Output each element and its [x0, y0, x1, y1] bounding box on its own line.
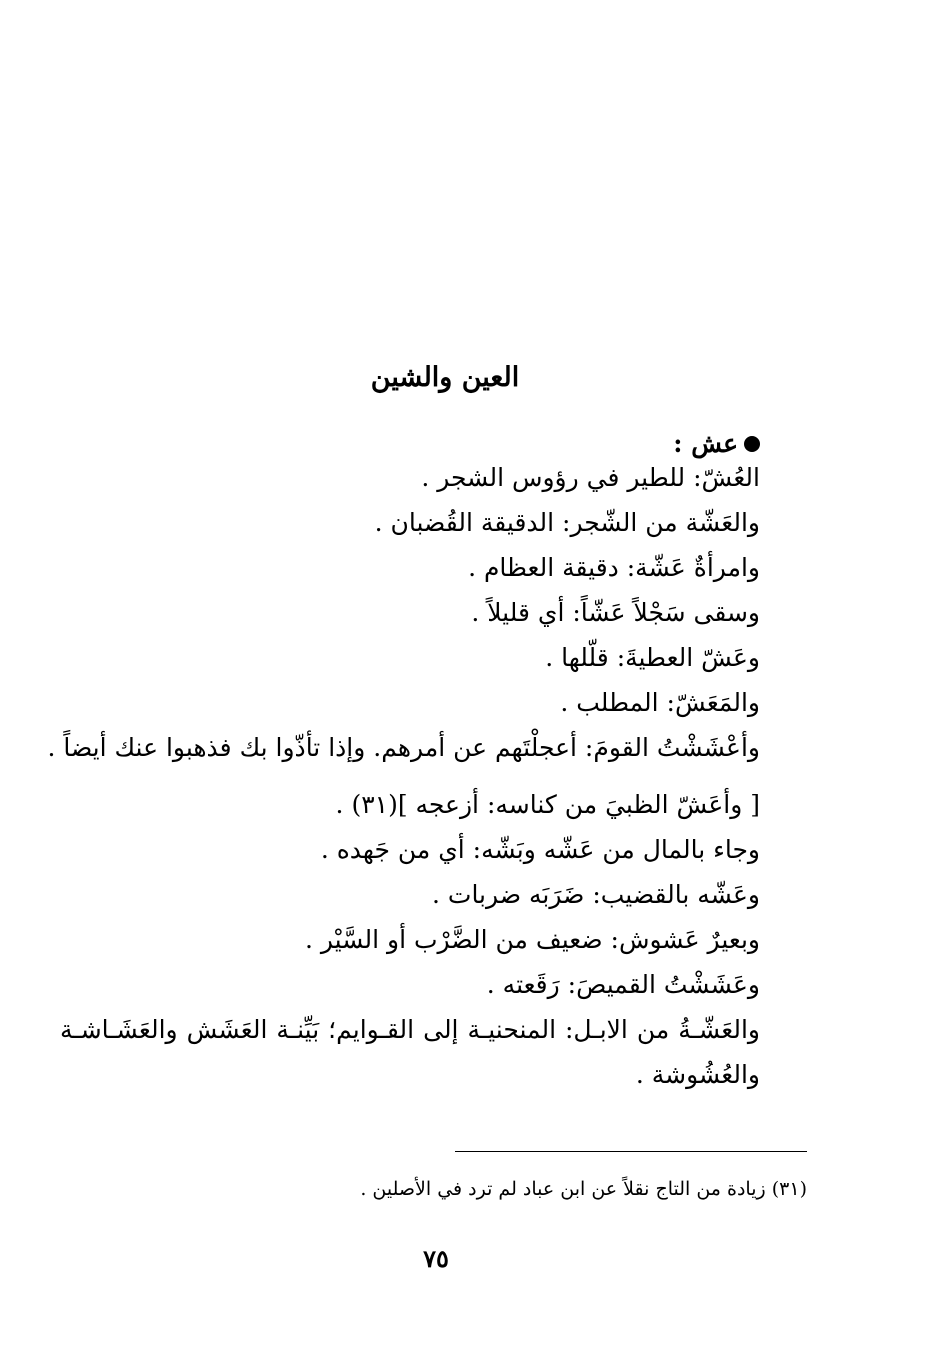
footnote-divider — [455, 1151, 807, 1152]
entry-heading — [60, 425, 760, 463]
text-line: والمَعَشّ: المطلب . — [560, 688, 760, 717]
chapter-title: العين والشين — [370, 362, 520, 393]
text-line: وأعْشَشْتُ القومَ: أعجلْتَهم عن أمرهم. وإذا تأذّوا بك فذهبوا عنك أيضاً . — [47, 733, 760, 762]
bullet-icon — [744, 436, 760, 452]
footnote: (٣١) زيادة من التاج نقلاً عن ابن عباد لم ترد في الأصلين . — [360, 1178, 807, 1200]
text-line: والعُشُوشة . — [635, 1060, 760, 1089]
text-line: وامرأةٌ عَشّة: دقيقة العظام . — [468, 553, 760, 582]
text-line: والعَشّة من الشّجر: الدقيقة القُضبان . — [374, 508, 760, 537]
text-line: والعَشّـةُ من الابـل: المنحنيـة إلى القـوايم؛ بَيِّنـة العَشَش والعَشَـاشـة — [60, 1015, 760, 1044]
text-line: وعَشَشْتُ القميصَ: رَقَعته . — [486, 970, 760, 999]
text-line: وجاء بالمال من عَشّه وبَشّه: أي من جَهده . — [320, 835, 760, 864]
text-line: وعَشّه بالقضيب: ضَرَبَه ضربات . — [432, 880, 760, 909]
entry-heading-text: عش : — [673, 429, 738, 458]
page-number: ٧٥ — [423, 1244, 449, 1273]
dictionary-entry — [47, 425, 760, 1105]
text-line: وسقى سَجْلاً عَشّاً: أي قليلاً . — [471, 598, 760, 627]
text-line: وعَشّ العطيةَ: قلّلها . — [545, 643, 760, 672]
text-line: [ وأعَشّ الظبيَ من كناسه: أزعجه ](٣١) . — [335, 790, 760, 819]
text-line: العُشّ: للطير في رؤوس الشجر . — [421, 463, 760, 492]
text-line: وبعيرٌ عَشوش: ضعيف من الضَّرْب أو السَّيْر . — [304, 925, 760, 954]
